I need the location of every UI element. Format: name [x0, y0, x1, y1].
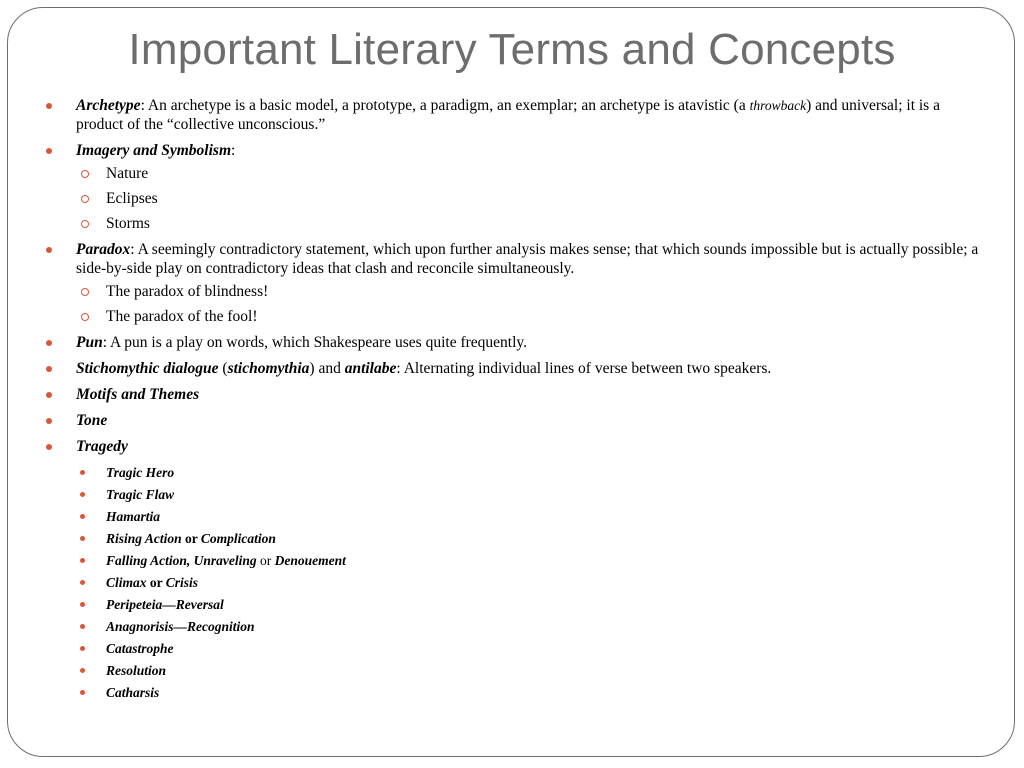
- paradox-sublist: [76, 282, 984, 326]
- tragedy-or: or: [181, 531, 201, 546]
- term-imagery: Imagery and Symbolism: [76, 142, 232, 159]
- list-item-archetype: [44, 96, 984, 134]
- bullet-icon: [80, 690, 85, 695]
- circle-bullet-icon: [81, 313, 89, 321]
- throwback-term: throwback: [749, 98, 807, 113]
- bullet-icon: [80, 492, 85, 497]
- tragedy-or: or: [256, 553, 275, 568]
- circle-bullet-icon: [81, 220, 89, 228]
- tragedy-term: Peripeteia—Reversal: [106, 597, 224, 612]
- term-tragedy: Tragedy: [76, 438, 128, 455]
- bullet-icon: [80, 470, 85, 475]
- bullet-icon: [80, 514, 85, 519]
- circle-bullet-icon: [81, 195, 89, 203]
- sublist-item-text: Nature: [106, 165, 149, 182]
- bullet-icon: [80, 646, 85, 651]
- tragedy-item: [76, 684, 984, 701]
- bullet-icon: [46, 247, 52, 253]
- tragedy-term: Tragic Flaw: [106, 487, 175, 502]
- bullet-icon: [46, 103, 52, 109]
- sublist-item: [76, 189, 984, 208]
- tragedy-term: Anagnorisis—Recognition: [106, 619, 255, 634]
- bullet-icon: [46, 418, 52, 424]
- term-antilabe: antilabe: [344, 360, 397, 377]
- list-item-paradox: [44, 240, 984, 326]
- tragedy-term: Complication: [200, 531, 276, 546]
- term-paradox: Paradox: [76, 241, 131, 258]
- list-item-pun: [44, 333, 984, 352]
- tragedy-term: Catastrophe: [106, 641, 174, 656]
- bullet-icon: [80, 580, 85, 585]
- tragedy-item: [76, 618, 984, 635]
- pun-definition: A pun is a play on words, which Shakespeare uses quite frequently.: [110, 334, 528, 351]
- tragedy-item: [76, 508, 984, 525]
- list-item-tragedy: [44, 437, 984, 701]
- tragedy-item: [76, 596, 984, 613]
- tragedy-term: Denouement: [274, 553, 346, 568]
- sublist-item-text: Eclipses: [106, 190, 158, 207]
- tragedy-term: Catharsis: [106, 685, 160, 700]
- bullet-icon: [46, 366, 52, 372]
- list-item-motifs: [44, 385, 984, 404]
- tragedy-term: Climax: [106, 575, 147, 590]
- term-motifs: Motifs and Themes: [76, 386, 200, 403]
- imagery-sublist: [76, 164, 984, 233]
- sublist-item-text: Storms: [106, 215, 150, 232]
- sublist-item: [76, 307, 984, 326]
- term-separator: :: [140, 97, 148, 114]
- tragedy-item: [76, 486, 984, 503]
- tragedy-term: Crisis: [165, 575, 199, 590]
- tragedy-term: Tragic Hero: [106, 465, 175, 480]
- tragedy-item: [76, 574, 984, 591]
- term-stichomythia: stichomythia: [227, 360, 310, 377]
- term-pun: Pun: [76, 334, 103, 351]
- tragedy-item: [76, 640, 984, 657]
- sublist-item: [76, 214, 984, 233]
- list-item-stichomythic: [44, 359, 984, 378]
- tragedy-item: [76, 464, 984, 481]
- bullet-icon: [46, 148, 52, 154]
- sublist-item-text: The paradox of the fool!: [106, 308, 258, 325]
- tragedy-item: [76, 530, 984, 547]
- bullet-icon: [80, 668, 85, 673]
- tragedy-sublist: [76, 464, 984, 701]
- terms-list: [44, 96, 984, 701]
- tragedy-item: [76, 662, 984, 679]
- term-tone: Tone: [76, 412, 108, 429]
- circle-bullet-icon: [81, 170, 89, 178]
- bullet-icon: [80, 536, 85, 541]
- term-separator: :: [130, 241, 138, 258]
- bullet-icon: [80, 558, 85, 563]
- bullet-icon: [46, 444, 52, 450]
- slide-title: Important Literary Terms and Concepts: [128, 25, 896, 74]
- tragedy-term: Resolution: [106, 663, 167, 678]
- paradox-definition: A seemingly contradictory statement, which upon further analysis makes sense; that which sounds impossible but is actually possible; a side-by-side play on contradictory ideas that clash and reconcile simultaneously.: [76, 241, 979, 277]
- list-item-tone: [44, 411, 984, 430]
- stichomythic-definition: Alternating individual lines of verse between two speakers.: [403, 360, 772, 377]
- tragedy-term: Hamartia: [106, 509, 161, 524]
- tragedy-term: Falling Action, Unraveling: [106, 553, 257, 568]
- sublist-item-text: The paradox of blindness!: [106, 283, 269, 300]
- term-separator: :: [102, 334, 111, 351]
- circle-bullet-icon: [81, 288, 89, 296]
- term-separator: :: [231, 142, 236, 159]
- definition-part-b: ) and universal; it is a product of the “collective unconscious.”: [76, 97, 940, 133]
- tragedy-term: Rising Action: [106, 531, 182, 546]
- definition-part-a: An archetype is a basic model, a prototype, a paradigm, an exemplar; an archetype is atavistic (a: [147, 97, 750, 114]
- sublist-item: [76, 164, 984, 183]
- bullet-icon: [46, 340, 52, 346]
- bullet-icon: [80, 624, 85, 629]
- bullet-icon: [46, 392, 52, 398]
- list-item-imagery: [44, 141, 984, 233]
- paren-open: (: [218, 360, 228, 377]
- bullet-icon: [80, 602, 85, 607]
- term-archetype: Archetype: [76, 97, 141, 114]
- tragedy-item: [76, 552, 984, 569]
- slide-content: [44, 96, 984, 708]
- tragedy-or: or: [146, 575, 166, 590]
- term-stichomythic: Stichomythic dialogue: [76, 360, 219, 377]
- term-separator: :: [396, 360, 404, 377]
- sublist-item: [76, 282, 984, 301]
- paren-close-and: ) and: [309, 360, 345, 377]
